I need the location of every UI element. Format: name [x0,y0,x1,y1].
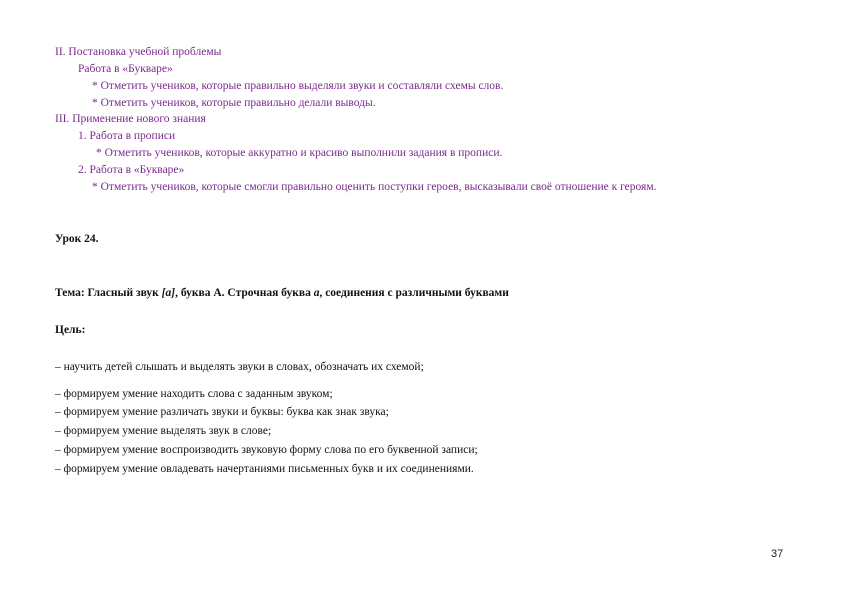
goal-item-1: – формируем умение находить слова с заданным звуком; [55,388,333,400]
lesson-title: Урок 24. [55,233,99,245]
goal-label: Цель: [55,324,86,336]
plan-section-3-item-1: 1. Работа в прописи [78,130,176,142]
page-number: 37 [771,548,784,560]
topic-sound: [а] [161,287,176,299]
goal-item-4: – формируем умение воспроизводить звуковую форму слова по его буквенной записи; [55,444,478,456]
plan-section-2-item: Работа в «Букваре» [78,63,173,75]
plan-section-2-note-1: * Отметить учеников, которые правильно выделяли звуки и составляли схемы слов. [92,80,504,92]
topic-suffix: , соединения с различными буквами [319,287,509,299]
plan-section-3-item-2: 2. Работа в «Букваре» [78,164,185,176]
lesson-topic [55,286,509,300]
goal-item-2: – формируем умение различать звуки и буквы: буква как знак звука; [55,406,389,418]
topic-letter: а [313,287,320,299]
plan-section-3-heading: III. Применение нового знания [55,113,206,125]
plan-section-3-note-1: * Отметить учеников, которые аккуратно и красиво выполнили задания в прописи. [96,147,503,159]
goal-main: – научить детей слышать и выделять звуки в словах, обозначать их схемой; [55,361,424,373]
plan-section-3-note-2: * Отметить учеников, которые смогли правильно оценить поступки героев, высказывали своё отношение к героям. [92,181,657,193]
goal-item-5: – формируем умение овладевать начертаниями письменных букв и их соединениями. [55,463,474,475]
plan-section-2-note-2: * Отметить учеников, которые правильно делали выводы. [92,97,376,109]
topic-prefix: Тема: Гласный звук [55,287,162,299]
goal-item-3: – формируем умение выделять звук в слове; [55,425,272,437]
topic-mid: , буква А. Строчная буква [175,287,314,299]
plan-section-2-heading: II. Постановка учебной проблемы [55,46,222,58]
